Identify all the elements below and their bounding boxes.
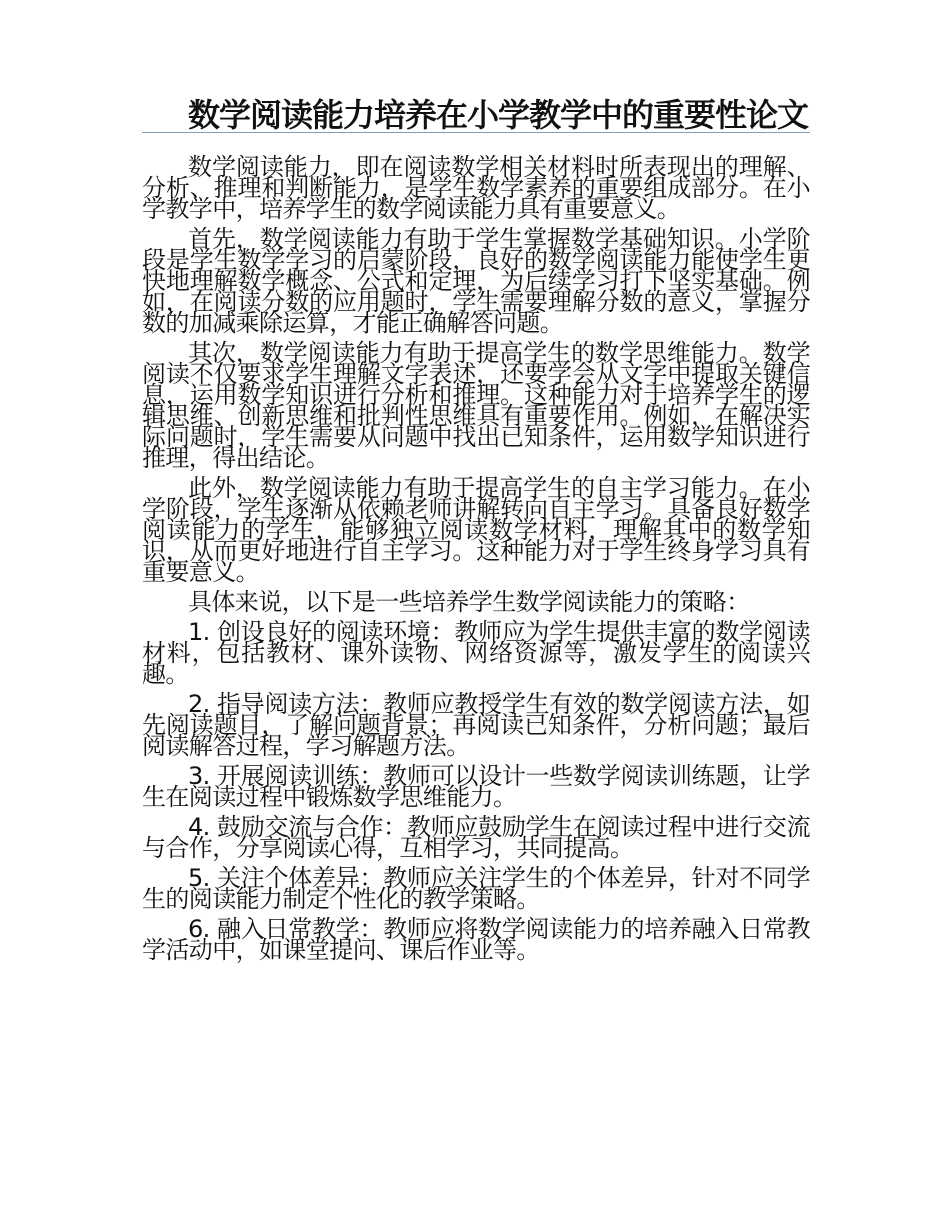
paragraph-third-point: 此外，数学阅读能力有助于提高学生的自主学习能力。在小学阶段，学生逐渐从依赖老师讲解转向自主学习。具备良好数学阅读能力的学生，能够独立阅读数学材料，理解其中的数学知识，从而更好地进行自主学习。这种能力对于学生终身学习具有重要意义。 [142, 474, 810, 586]
paragraph-intro: 数学阅读能力，即在阅读数学相关材料时所表现出的理解、分析、推理和判断能力，是学生数学素养的重要组成部分。在小学教学中，培养学生的数学阅读能力具有重要意义。 [142, 153, 810, 223]
strategy-item-1: 1. 创设良好的阅读环境：教师应为学生提供丰富的数学阅读材料，包括教材、课外读物、网络资源等，激发学生的阅读兴趣。 [142, 618, 810, 688]
paragraph-second-point: 其次，数学阅读能力有助于提高学生的数学思维能力。数学阅读不仅要求学生理解文字表述，还要学会从文字中提取关键信息，运用数学知识进行分析和推理。这种能力对于培养学生的逻辑思维、创新思维和批判性思维具有重要作用。例如，在解决实际问题时，学生需要从问题中找出已知条件，运用数学知识进行推理，得出结论。 [142, 339, 810, 472]
strategy-item-5: 5. 关注个体差异：教师应关注学生的个体差异，针对不同学生的阅读能力制定个性化的教学策略。 [142, 864, 810, 913]
strategy-item-3: 3. 开展阅读训练：教师可以设计一些数学阅读训练题，让学生在阅读过程中锻炼数学思维能力。 [142, 762, 810, 811]
strategy-item-2: 2. 指导阅读方法：教师应教授学生有效的数学阅读方法，如先阅读题目，了解问题背景；再阅读已知条件，分析问题；最后阅读解答过程，学习解题方法。 [142, 690, 810, 760]
document-page [142, 96, 810, 970]
strategy-item-4: 4. 鼓励交流与合作：教师应鼓励学生在阅读过程中进行交流与合作，分享阅读心得，互相学习，共同提高。 [142, 813, 810, 862]
document-body [142, 153, 810, 964]
paragraph-strategies-intro: 具体来说，以下是一些培养学生数学阅读能力的策略： [188, 588, 750, 616]
paragraph-first-point: 首先，数学阅读能力有助于学生掌握数学基础知识。小学阶段是学生数学学习的启蒙阶段，良好的数学阅读能力能使学生更快地理解数学概念、公式和定理，为后续学习打下坚实基础。例如，在阅读分数的应用题时，学生需要理解分数的意义，掌握分数的加减乘除运算，才能正确解答问题。 [142, 225, 810, 337]
strategy-item-6: 6. 融入日常教学：教师应将数学阅读能力的培养融入日常教学活动中，如课堂提问、课后作业等。 [142, 915, 810, 964]
document-title: 数学阅读能力培养在小学教学中的重要性论文 [188, 96, 809, 134]
